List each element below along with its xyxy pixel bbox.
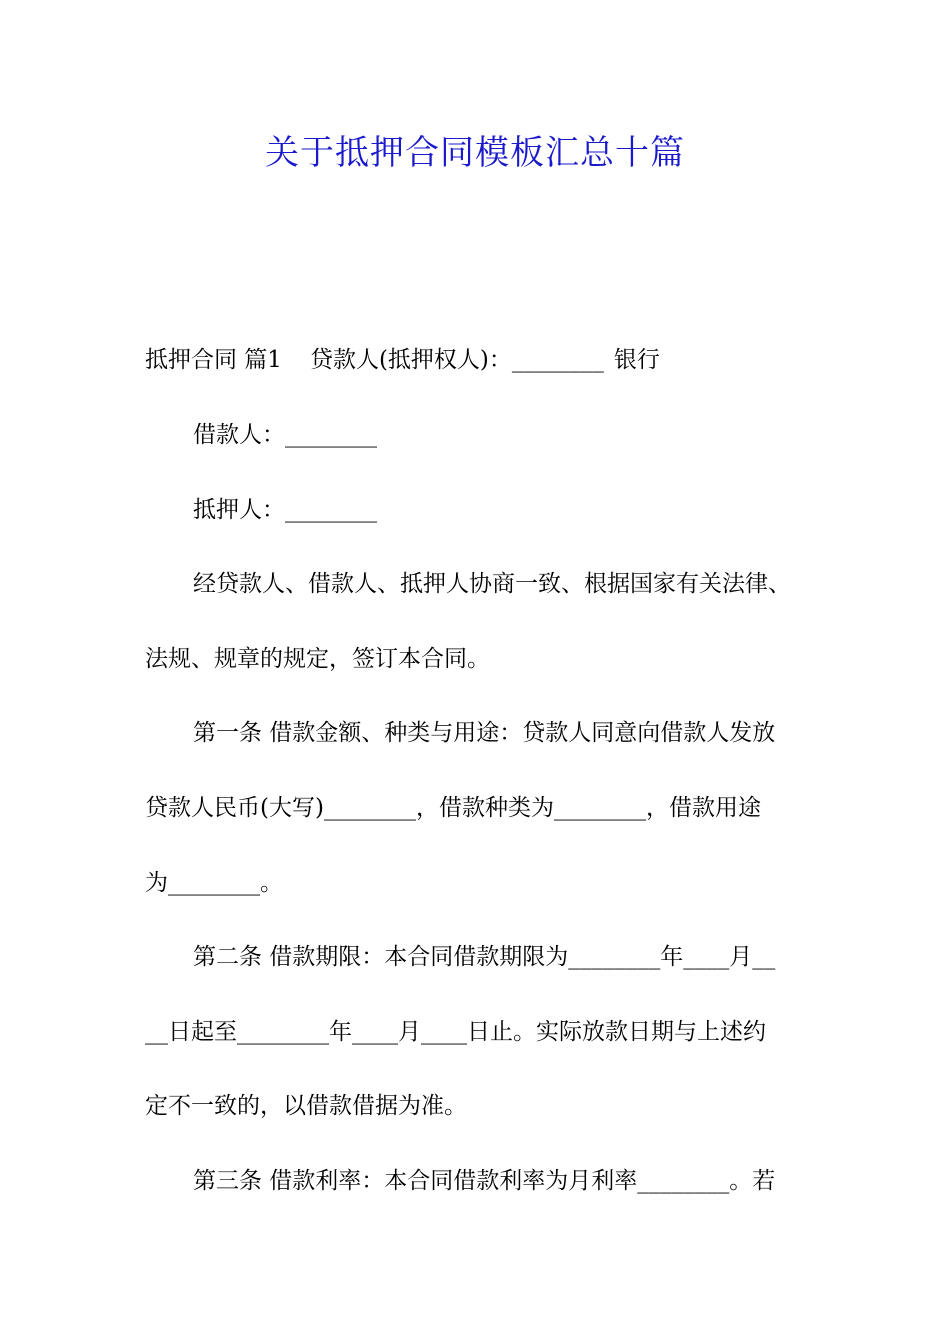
- borrower-line: 借款人：________: [193, 422, 377, 448]
- lender-field: 贷款人(抵押权人)：________: [309, 347, 604, 373]
- document-title: 关于抵押合同模板汇总十篇: [265, 133, 685, 173]
- paragraph-line: 经贷款人、借款人、抵押人协商一致、根据国家有关法律、: [193, 571, 791, 597]
- paragraph-line: 定不一致的，以借款借据为准。: [145, 1093, 467, 1119]
- section-heading: 抵押合同 篇1: [145, 347, 282, 373]
- paragraph-line: 贷款人民币(大写)________，借款种类为________，借款用途: [145, 795, 761, 821]
- paragraph-line: __日起至________年____月____日止。实际放款日期与上述约: [145, 1019, 766, 1045]
- article-2-line: 第二条 借款期限：本合同借款期限为________年____月__: [193, 944, 776, 970]
- bank-label: 银行: [613, 347, 660, 373]
- first-line: [145, 343, 660, 377]
- paragraph-line: 法规、规章的规定，签订本合同。: [145, 646, 490, 672]
- article-1-line: 第一条 借款金额、种类与用途：贷款人同意向借款人发放: [193, 720, 776, 746]
- mortgagor-line: 抵押人：________: [193, 497, 377, 523]
- paragraph-line: 为________。: [145, 870, 283, 896]
- article-3-line: 第三条 借款利率：本合同借款利率为月利率________。若: [193, 1168, 776, 1194]
